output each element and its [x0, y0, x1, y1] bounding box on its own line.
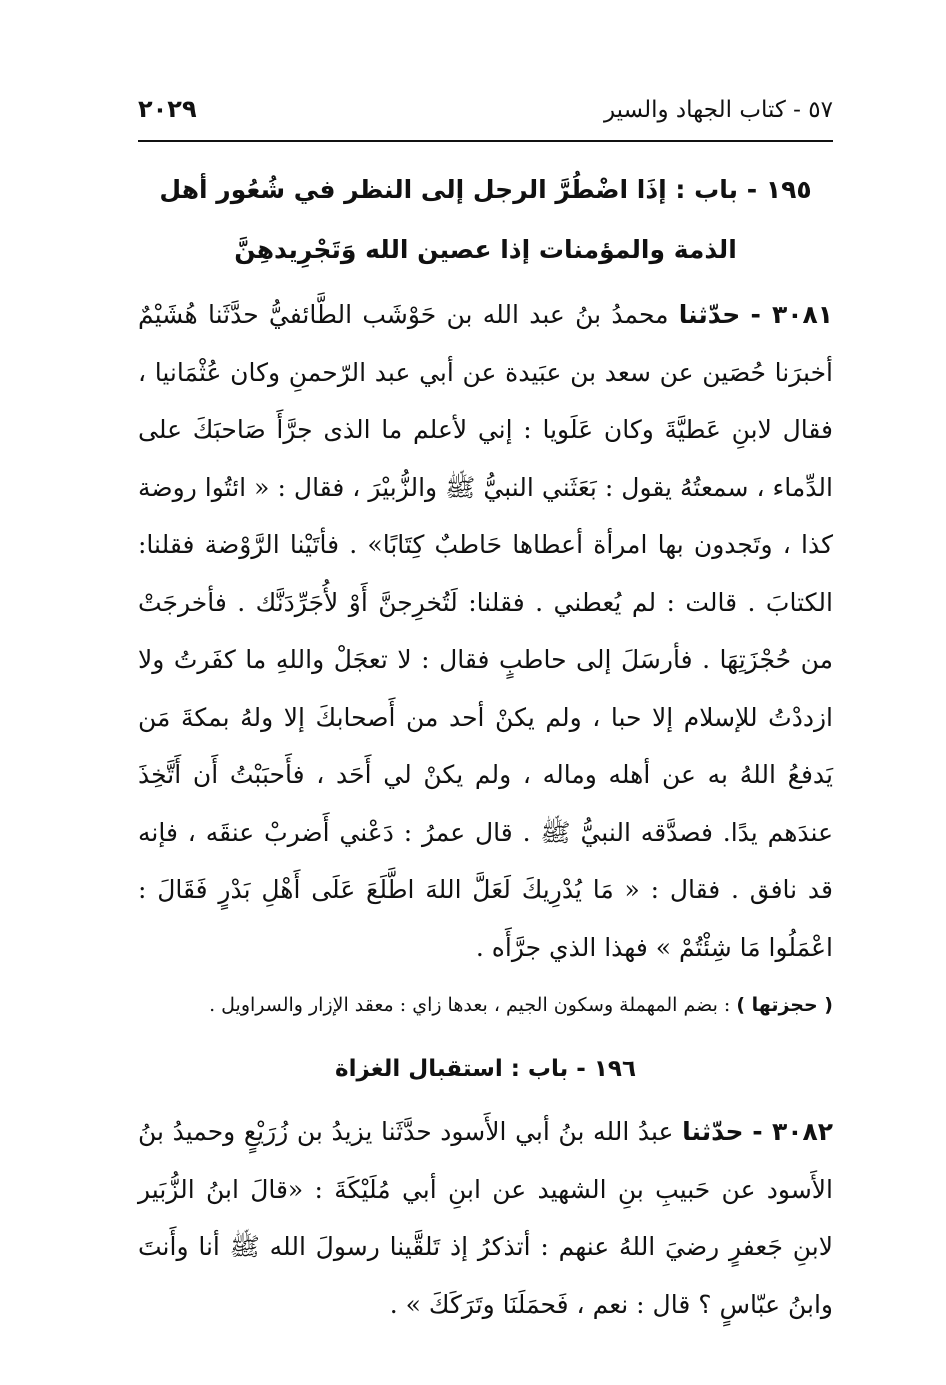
header-rule — [138, 140, 833, 142]
hadith-text: محمدُ بنُ عبد الله بن حَوْشَب الطَّائفيُّ حدَّثَنا هُشَيْمٌ أخبرَنا حُصَين عن سعد بن عبَيدة عن أبي عبد الرّحمنِ وكان عُثْمَانيا ، فقال لابنِ عَطيَّةَ وكان عَلَويا : إني لأعلم ما الذى جرَّأَ صَاحبَكَ على الدِّماء ، سمعتُهُ يقول : بَعَثَني النبيُّ ﷺ والزُّبيْرَ ، فقال : « ائتُوا روضة كذا ، وتَجدون بها امرأة أعطاها حَاطبٌ كِتَابًا» . فأتَيْنا الرَّوْضة فقلنا: الكتابَ . قالت : لم يُعطني . فقلنا: لَتُخرِجنَّ أَوْ لأُجَرِّدَنَّك . فأخرجَتْ من حُجْزَتِهَا . فأرسَلَ إلى حاطبٍ فقال : لا تعجَلْ واللهِ ما كفَرتُ ولا ازددْتُ للإسلام إلا حبا ، ولم يكنْ أحد من أَصحابكَ إلا ولهُ بمكةَ مَن يَدفعُ اللهُ به عن أهله وماله ، ولم يكنْ لي أَحَد ، فأَحبَبْتُ أَن أَتَّخِذَ عندَهم يدًا. فصدَّقه النبيُّ ﷺ . قال عمرُ : دَعْني أَضربْ عنقَه ، فإنه قد نافق . فقال : « مَا يُدْرِيكَ لَعَلَّ اللهَ اطَّلَعَ عَلَى أَهْلِ بَدْرٍ فَقَالَ : اعْمَلُوا مَا شِئْتُمْ » فهذا الذي جرَّأَه . — [138, 300, 833, 962]
hadith-opening: حدّثنا — [678, 300, 741, 329]
footnote-hujzatiha — [138, 984, 833, 1027]
page-number: ٢٠٢٩ — [138, 95, 197, 123]
hadith-3082 — [138, 1103, 833, 1333]
page-body — [138, 160, 833, 1333]
chapter-heading-195: ١٩٥ - باب : إذَا اضْطُرَّ الرجل إلى النظر في شُعُور أهل الذمة والمؤمنات إذا عصين الله وَتَجْرِيدهِنَّ — [159, 175, 812, 264]
hadith-3081 — [138, 286, 833, 976]
hadith-number: ٣٠٨١ - — [750, 300, 833, 329]
running-title: ٥٧ - كتاب الجهاد والسير — [603, 97, 833, 123]
footnote-text: : بضم المهملة وسكون الجيم ، بعدها زاي : معقد الإزار والسراويل . — [209, 994, 731, 1016]
footnote-term: ( حجزتها ) — [736, 994, 833, 1016]
chapter-heading-196: ١٩٦ - باب : استقبال الغزاة — [335, 1056, 636, 1082]
hadith-opening: حدّثنا — [682, 1117, 744, 1146]
page-header — [138, 95, 833, 135]
hadith-number: ٣٠٨٢ - — [752, 1117, 833, 1146]
hadith-text: عبدُ الله بنُ أبي الأَسود حدَّثَنا يزيدُ بن زُرَيْعٍ وحميدُ بنُ الأَسود عن حَبيبِ بنِ الشهيد عن ابنِ أبي مُلَيْكَةَ : «قالَ ابنُ الزُّبَير لابنِ جَعفرٍ رضيَ اللهُ عنهم : أتذكرُ إذ تَلقَّينا رسولَ الله ﷺ أنا وأَنتَ وابنُ عبّاسٍ ؟ قال : نعم ، فَحمَلَنَا وتَرَكَكَ » . — [138, 1117, 833, 1319]
